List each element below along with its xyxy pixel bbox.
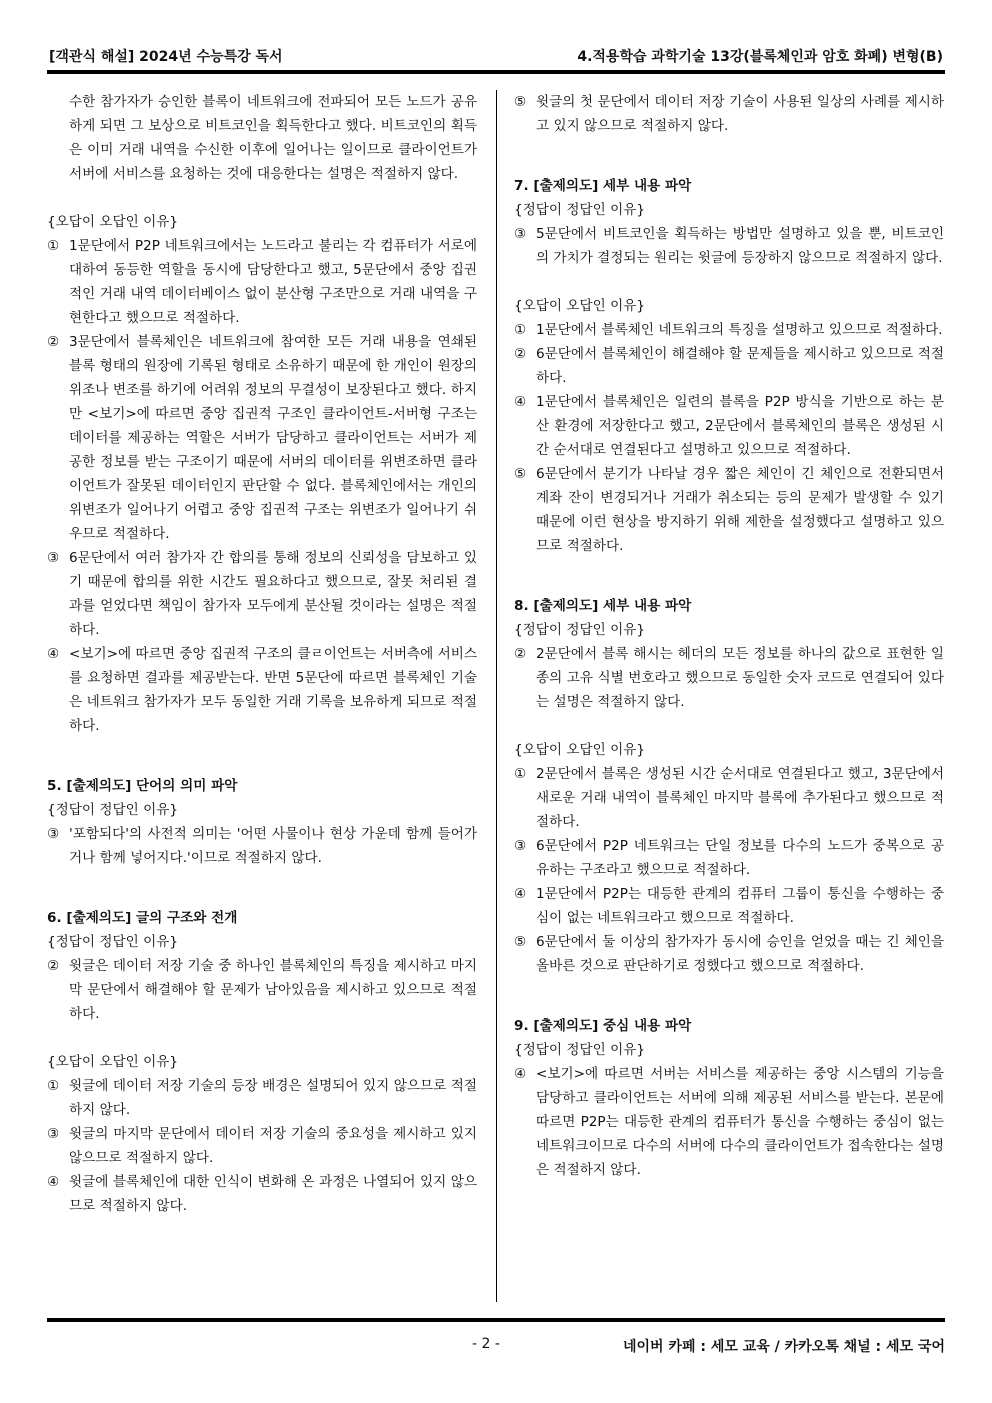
list-item: ⑤ 6문단에서 분기가 나타날 경우 짧은 체인이 긴 체인으로 전환되면서 계좌 잔이 변경되거나 거래가 취소되는 등의 문제가 발생할 수 있기 때문에 이런 현상을 방지하기 위해 제한을 설정했다고 설명하고 있으므로 적절하다. (514, 466, 944, 554)
header-chapter: 4.적용학습 과학기술 13강(블록체인과 암호 화폐) 변형(B) (577, 49, 943, 65)
list-item: ② 윗글은 데이터 저장 기술 중 하나인 블록체인의 특징을 제시하고 마지막 문단에서 해결해야 할 문제가 남아있음을 제시하고 있으므로 적절하다. (47, 958, 477, 1022)
page-header (47, 44, 945, 68)
header-title: [객관식 해설] 2024년 수능특강 독서 (49, 49, 283, 65)
wrong-reason-label: {오답이 오답인 이유} (47, 214, 178, 230)
list-item: ③ 6문단에서 P2P 네트워크는 단일 정보를 다수의 노드가 중복으로 공유하는 구조라고 했으므로 적절하다. (514, 838, 944, 878)
column-divider (496, 90, 497, 1302)
list-item: ④ <보기>에 따르면 서버는 서비스를 제공하는 중앙 시스템의 기능을 담당하고 클라이언트는 서버에 의해 제공된 서비스를 받는다. 본문에 따르면 P2P는 대등한 관계의 컴퓨터가 통신을 수행하는 중심이 없는 네트워크이므로 다수의 서버에 다수의 클라이언트가 접속한다는 설명은 적절하지 않다. (514, 1066, 944, 1178)
wrong-reason-label: {오답이 오답인 이유} (47, 1054, 178, 1070)
correct-reason-label: {정답이 정답인 이유} (514, 622, 645, 638)
list-item: ② 2문단에서 블록 해시는 헤더의 모든 정보를 하나의 값으로 표현한 일종의 고유 식별 번호라고 했으므로 동일한 숫자 코드로 연결되어 있다는 설명은 적절하지 않다. (514, 646, 944, 710)
list-item: ① 1문단에서 P2P 네트워크에서는 노드라고 불리는 각 컴퓨터가 서로에 대하여 동등한 역할을 동시에 담당한다고 했고, 5문단에서 중앙 집권적인 거래 내역 데이터베이스 없이 분산형 구조만으로 거래 내역을 구현한다고 했으므로 적절하다. (47, 238, 477, 326)
list-item: ④ 윗글에 블록체인에 대한 인식이 변화해 온 과정은 나열되어 있지 않으므로 적절하지 않다. (47, 1174, 477, 1214)
list-item: ③ 5문단에서 비트코인을 획득하는 방법만 설명하고 있을 뿐, 비트코인의 가치가 결정되는 원리는 윗글에 등장하지 않으므로 적절하지 않다. (514, 226, 944, 266)
correct-reason-label: {정답이 정답인 이유} (47, 802, 178, 818)
section-heading-q8: 8. [출제의도] 세부 내용 파악 (514, 598, 692, 614)
left-column (47, 90, 477, 1218)
list-item: ② 6문단에서 블록체인이 해결해야 할 문제들을 제시하고 있으므로 적절하다. (514, 346, 944, 386)
list-item: ③ '포함되다'의 사전적 의미는 '어떤 사물이나 현상 가운데 함께 들어가거나 함께 넣어지다.'이므로 적절하지 않다. (47, 826, 477, 866)
wrong-reason-label: {오답이 오답인 이유} (514, 298, 645, 314)
list-item: ③ 윗글의 마지막 문단에서 데이터 저장 기술의 중요성을 제시하고 있지 않으므로 적절하지 않다. (47, 1126, 477, 1166)
list-item: ⑤ 6문단에서 둘 이상의 참가자가 동시에 승인을 얻었을 때는 긴 체인을 올바른 것으로 판단하기로 정했다고 했으므로 적절하다. (514, 934, 944, 974)
top-divider (47, 70, 945, 74)
correct-reason-label: {정답이 정답인 이유} (47, 934, 178, 950)
page-number: - 2 - (472, 1336, 500, 1352)
section-heading-q9: 9. [출제의도] 중심 내용 파악 (514, 1018, 692, 1034)
list-item: ④ <보기>에 따르면 중앙 집권적 구조의 클ㄹ이언트는 서버측에 서비스를 요청하면 결과를 제공받는다. 반면 5문단에 따르면 블록체인 기술은 네트워크 참가자가 모두 동일한 거래 기록을 보유하게 되므로 적절하다. (47, 646, 477, 734)
list-item: ② 3문단에서 블록체인은 네트워크에 참여한 모든 거래 내용을 연쇄된 블록 형태의 원장에 기록된 형태로 소유하기 때문에 한 개인이 원장의 위조나 변조를 하기에 어려워 정보의 무결성이 보장된다고 했다. 하지만 <보기>에 따르면 중앙 집권적 구조인 클라이언트-서버형 구조는 데이터를 제공하는 역할은 서버가 담당하고 클라이언트는 서버가 제공한 정보를 받는 구조이기 때문에 서버의 데이터를 위변조하면 클라이언트가 잘못된 데이터인지 판단할 수 없다. 블록체인에서는 개인의 위변조가 일어나기 어렵고 중앙 집권적 구조는 위변조가 일어나기 쉬우므로 적절하다. (47, 334, 477, 542)
wrong-reason-label: {오답이 오답인 이유} (514, 742, 645, 758)
list-item: ① 윗글에 데이터 저장 기술의 등장 배경은 설명되어 있지 않으므로 적절하지 않다. (47, 1078, 477, 1118)
right-column (514, 90, 944, 1182)
correct-reason-label: {정답이 정답인 이유} (514, 1042, 645, 1058)
list-item: ④ 1문단에서 P2P는 대등한 관계의 컴퓨터 그룹이 통신을 수행하는 중심이 없는 네트워크라고 했으므로 적절하다. (514, 886, 944, 926)
section-heading-q6: 6. [출제의도] 글의 구조와 전개 (47, 910, 238, 926)
footer-channel: 네이버 카페 : 세모 교육 / 카카오톡 채널 : 세모 국어 (622, 1339, 945, 1355)
list-item: ③ 6문단에서 여러 참가자 간 합의를 통해 정보의 신뢰성을 담보하고 있기 때문에 합의를 위한 시간도 필요하다고 했으므로, 잘못 처리된 결과를 얻었다면 책임이 참가자 모두에게 분산될 것이라는 설명은 적절하다. (47, 550, 477, 638)
correct-reason-label: {정답이 정답인 이유} (514, 202, 645, 218)
list-item: ① 2문단에서 블록은 생성된 시간 순서대로 연결된다고 했고, 3문단에서 새로운 거래 내역이 블록체인 마지막 블록에 추가된다고 했으므로 적절하다. (514, 766, 944, 830)
section-heading-q5: 5. [출제의도] 단어의 의미 파악 (47, 778, 238, 794)
list-item: ④ 1문단에서 블록체인은 일련의 블록을 P2P 방식을 기반으로 하는 분산 환경에 저장한다고 했고, 2문단에서 블록체인의 블록은 생성된 시간 순서대로 연결된다고 설명하고 있으므로 적절하다. (514, 394, 944, 458)
bottom-divider (47, 1318, 945, 1322)
continuation-text: 수한 참가자가 승인한 블록이 네트워크에 전파되어 모든 노드가 공유하게 되면 그 보상으로 비트코인을 획득한다고 했다. 비트코인의 획득은 이미 거래 내역을 수신한 이후에 일어나는 일이므로 클라이언트가 서버에 서비스를 요청하는 것에 대응한다는 설명은 적절하지 않다. (69, 94, 477, 182)
section-heading-q7: 7. [출제의도] 세부 내용 파악 (514, 178, 692, 194)
list-item: ① 1문단에서 블록체인 네트워크의 특징을 설명하고 있으므로 적절하다. (514, 322, 943, 338)
list-item: ⑤ 윗글의 첫 문단에서 데이터 저장 기술이 사용된 일상의 사례를 제시하고 있지 않으므로 적절하지 않다. (514, 94, 944, 134)
